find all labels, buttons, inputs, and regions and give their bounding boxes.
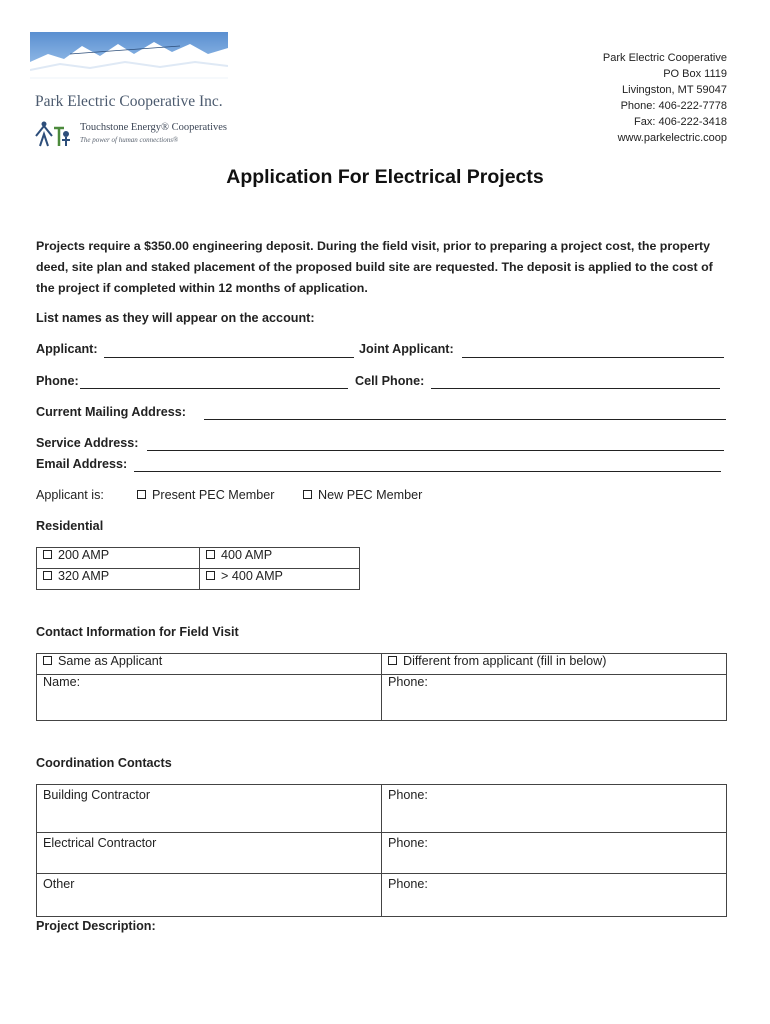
new-member-label: New PEC Member [318,488,423,502]
service-address-field[interactable] [147,450,724,451]
new-member-checkbox[interactable] [303,490,312,499]
page-title: Application For Electrical Projects [226,166,544,188]
residential-heading: Residential [36,519,104,533]
amp-over-400-checkbox[interactable] [206,571,215,580]
org-phone: Phone: 406-222-7778 [620,100,727,112]
amp-320-cell[interactable] [37,569,200,590]
applicant-label: Applicant: [36,342,98,356]
coordination-contacts-heading: Coordination Contacts [36,756,172,770]
amp-400-cell[interactable] [200,548,360,569]
po-box: PO Box 1119 [663,68,727,80]
electrical-contractor-phone-label: Phone: [388,836,428,850]
list-names-instruction: List names as they will appear on the account: [36,311,315,325]
mailing-address-field[interactable] [204,419,726,420]
field-visit-phone-cell[interactable] [382,675,727,721]
cell-phone-field[interactable] [431,388,720,389]
phone-field[interactable] [80,388,348,389]
applicant-field[interactable] [104,357,354,358]
other-contact-phone-label: Phone: [388,877,428,891]
building-contractor-phone-cell[interactable] [382,785,727,833]
same-as-applicant-cell[interactable] [37,654,382,675]
field-visit-name-label: Name: [43,675,81,689]
org-website[interactable]: www.parkelectric.coop [617,132,727,144]
same-as-applicant-checkbox[interactable] [43,656,52,665]
building-contractor-cell[interactable] [37,785,382,833]
same-as-applicant-label: Same as Applicant [58,654,163,668]
touchstone-energy-text: Touchstone Energy® Cooperatives [80,122,228,133]
field-visit-name-cell[interactable] [37,675,382,721]
phone-label: Phone: [36,374,79,388]
different-applicant-cell[interactable] [382,654,727,675]
park-electric-logo [30,32,228,150]
touchstone-tagline: The power of human connections® [80,136,179,144]
mountain-banner-image [30,32,228,90]
service-address-label: Service Address: [36,436,139,450]
other-contact-phone-cell[interactable] [382,874,727,917]
new-member-option[interactable] [303,488,422,502]
mailing-address-label: Current Mailing Address: [36,405,186,419]
building-contractor-phone-label: Phone: [388,788,428,802]
touchstone-figures-icon [32,120,72,150]
joint-applicant-label: Joint Applicant: [359,342,454,356]
amp-over-400-cell[interactable] [200,569,360,590]
field-visit-contact-heading: Contact Information for Field Visit [36,625,239,639]
email-address-label: Email Address: [36,457,128,471]
amp-options-table [36,547,360,590]
touchstone-energy-logo [30,120,228,150]
amp-400-checkbox[interactable] [206,550,215,559]
different-applicant-label: Different from applicant (fill in below) [403,654,607,668]
project-description-label: Project Description: [36,919,156,933]
org-name: Park Electric Cooperative [602,52,727,64]
cell-phone-label: Cell Phone: [355,374,425,388]
other-contact-cell[interactable] [37,874,382,917]
field-visit-phone-label: Phone: [388,675,428,689]
amp-320-label: 320 AMP [58,569,110,583]
cooperative-address-block [603,50,727,146]
different-applicant-checkbox[interactable] [388,656,397,665]
email-address-field[interactable] [134,471,721,472]
coordination-contacts-table [36,784,727,917]
deposit-instructions: Projects require a $350.00 engineering deposit. During the field visit, prior to preparing a project cost, the property deed, site plan and staked placement of the proposed build site are requested. The deposit is applied to the cost of the project if completed within 12 months of application. [36,239,713,295]
amp-400-label: 400 AMP [221,548,273,562]
amp-200-cell[interactable] [37,548,200,569]
other-contact-label: Other [43,877,75,891]
electrical-contractor-cell[interactable] [37,833,382,874]
electrical-contractor-phone-cell[interactable] [382,833,727,874]
present-member-label: Present PEC Member [152,488,275,502]
present-member-option[interactable] [137,488,274,502]
amp-320-checkbox[interactable] [43,571,52,580]
electrical-contractor-label: Electrical Contractor [43,836,157,850]
logo-company-name: Park Electric Cooperative Inc. [35,93,223,110]
amp-200-label: 200 AMP [58,548,110,562]
field-visit-contact-table [36,653,727,721]
building-contractor-label: Building Contractor [43,788,151,802]
city-state-zip: Livingston, MT 59047 [622,84,727,96]
amp-200-checkbox[interactable] [43,550,52,559]
org-fax: Fax: 406-222-3418 [634,116,727,128]
applicant-is-label: Applicant is: [36,488,104,502]
amp-over-400-label: > 400 AMP [221,569,283,583]
joint-applicant-field[interactable] [462,357,724,358]
present-member-checkbox[interactable] [137,490,146,499]
